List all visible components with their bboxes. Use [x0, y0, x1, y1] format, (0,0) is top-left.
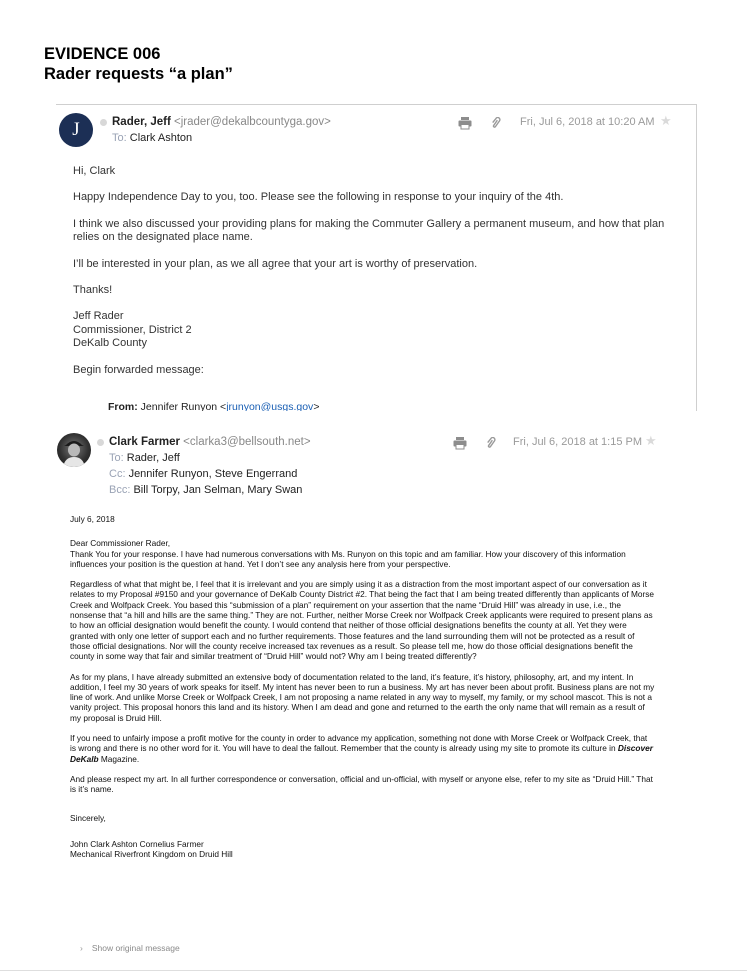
forwarded-from-label: From: [108, 401, 138, 411]
forwarded-from-line [108, 401, 319, 411]
cc-label: Cc: [109, 468, 126, 480]
email-date: Fri, Jul 6, 2018 at 1:15 PM [513, 436, 643, 448]
avatar[interactable] [59, 113, 93, 147]
paragraph-text: If you need to unfairly impose a profit motive for the county in order to advance my application, something not done with Morse Creek or Wolfpack Creek, that is wrong and there is no other word for it. You will have to deal the fallout. Remember that the county is already using my site to promote its culture in [70, 733, 648, 754]
thanks-line: Thanks! [73, 284, 113, 297]
signature-title: Commissioner, District 2 [73, 323, 192, 336]
printer-icon[interactable] [453, 436, 467, 455]
body-paragraph: Regardless of what that might be, I feel that it is irrelevant and you are simply using it as a distraction from the most important aspect of our conversation as it relates to my Proposal #9150 and your governance of DeKalb County District #2. That being the fact that I am being treated differently than applicants of Morse Creek and Wolfpack Creek. You based this “submission of a plan” requirement on your assertion that the name “Druid Hill” was already in use, i.e., the nonsense that “a hill and hills are the same thing.” They are not. Further, neither Morse Creek nor Wolfpack Creek applicants were required to present plans as to how an official designation would benefit the county. I would contend that neither of those official designations benefits the county at all. Yet they were granted with only one letter of support each and no further requirements. Those features and the land surrounding them will not be protected as a result of those official designations. Nor will the county receive increased tax revenues as a result. So please tell me, how do those official designations benefit the county in some way that fair and similar treatment of “Druid Hill” would not? Why am I being treated differently? [70, 579, 655, 662]
paperclip-icon[interactable] [485, 437, 497, 456]
bcc-line [109, 484, 302, 496]
sender-line [112, 116, 331, 128]
greeting: Hi, Clark [73, 165, 116, 177]
email-body [73, 165, 683, 390]
body-paragraph: I think we also discussed your providing plans for making the Commuter Gallery a permanent museum, and how that plan relies on the designated place name. [73, 217, 665, 244]
signature [70, 839, 655, 860]
paperclip-icon[interactable] [490, 117, 502, 136]
forward-intro: Begin forwarded message: [73, 363, 204, 376]
to-label: To: [112, 132, 127, 144]
sender-email[interactable]: <clarka3@bellsouth.net> [183, 436, 311, 448]
body-paragraph [70, 733, 655, 764]
to-line [109, 452, 180, 464]
avatar-initial: J [72, 119, 80, 140]
body-paragraph: And please respect my art. In all further correspondence or conversation, official and un-official, with myself or anyone else, refer to my site as “Druid Hill.” That is it’s name. [70, 773, 653, 795]
unread-dot [100, 119, 107, 126]
bcc-label: Bcc: [109, 484, 131, 496]
signature [73, 310, 683, 350]
avatar[interactable] [57, 433, 91, 467]
salutation: Dear Commissioner Rader, [70, 538, 171, 549]
signature-name: Jeff Rader [73, 310, 124, 323]
email-body [70, 514, 655, 859]
to-recipient[interactable]: Rader, Jeff [126, 452, 180, 464]
body-paragraph: Happy Independence Day to you, too. Please see the following in response to your inquiry of the 4th. [73, 191, 564, 204]
letter-date: July 6, 2018 [70, 514, 115, 524]
cc-recipients[interactable]: Jennifer Runyon, Steve Engerrand [128, 468, 298, 480]
closing: Sincerely, [70, 812, 106, 823]
signature-county: DeKalb County [73, 337, 147, 350]
forwarded-from-name: Jennifer Runyon < [140, 401, 227, 411]
evidence-number: EVIDENCE 006 [44, 45, 161, 63]
unread-dot [97, 439, 104, 446]
paragraph-text: Magazine. [98, 753, 140, 764]
star-icon[interactable]: ★ [660, 113, 672, 128]
magazine-title: Discover DeKalb [70, 743, 653, 764]
show-original-label: Show original message [91, 943, 180, 953]
email-message-rader [56, 104, 697, 411]
body-paragraph: Thank You for your response. I have had numerous conversations with Ms. Runyon on this topic and am familiar. How your discovery of this information influences your position is the question at hand. Yet I don’t see any analysis here from your perspective. [70, 548, 626, 569]
to-line [112, 132, 192, 144]
sender-name[interactable]: Clark Farmer [109, 436, 180, 448]
sender-line [109, 436, 311, 448]
forwarded-from-close: > [313, 401, 320, 411]
to-recipient[interactable]: Clark Ashton [129, 132, 193, 144]
body-paragraph: I’ll be interested in your plan, as we all agree that your art is worthy of preservation. [73, 257, 478, 270]
chevron-right-icon: › [80, 943, 83, 953]
signature-title: Mechanical Riverfront Kingdom on Druid Hill [70, 849, 233, 860]
divider [0, 970, 747, 971]
printer-icon[interactable] [458, 116, 472, 135]
evidence-heading [44, 44, 233, 84]
bcc-recipients[interactable]: Bill Torpy, Jan Selman, Mary Swan [133, 484, 303, 496]
sender-name[interactable]: Rader, Jeff [112, 116, 171, 128]
star-icon[interactable]: ★ [645, 433, 657, 448]
show-original-link[interactable] [80, 943, 180, 953]
forwarded-from-email-link[interactable]: jrunyon@usgs.gov [226, 401, 314, 411]
sender-email[interactable]: <jrader@dekalbcountyga.gov> [174, 116, 331, 128]
to-label: To: [109, 452, 124, 464]
body-paragraph: As for my plans, I have already submitted an extensive body of documentation related to the land, it’s feature, it’s history, philosophy, art, and my intent. In addition, I feel my 30 years of work speaks for itself. My intent has never been to run a business. My art has never been about profit. Business plans are not my line of work. And unlike Morse Creek or Wolfpack Creek, I am not proposing a name related in any way to myself, my family, or my school mascot. This is not a vanity project. This proposal honors this land and its history. When I am dead and gone and returned to the earth the only name that will remain as a result of my proposal is Druid Hill. [70, 671, 655, 723]
cc-line [109, 468, 297, 480]
evidence-subtitle: Rader requests “a plan” [44, 65, 233, 83]
email-date: Fri, Jul 6, 2018 at 10:20 AM [520, 116, 655, 128]
signature-name: John Clark Ashton Cornelius Farmer [70, 838, 204, 849]
